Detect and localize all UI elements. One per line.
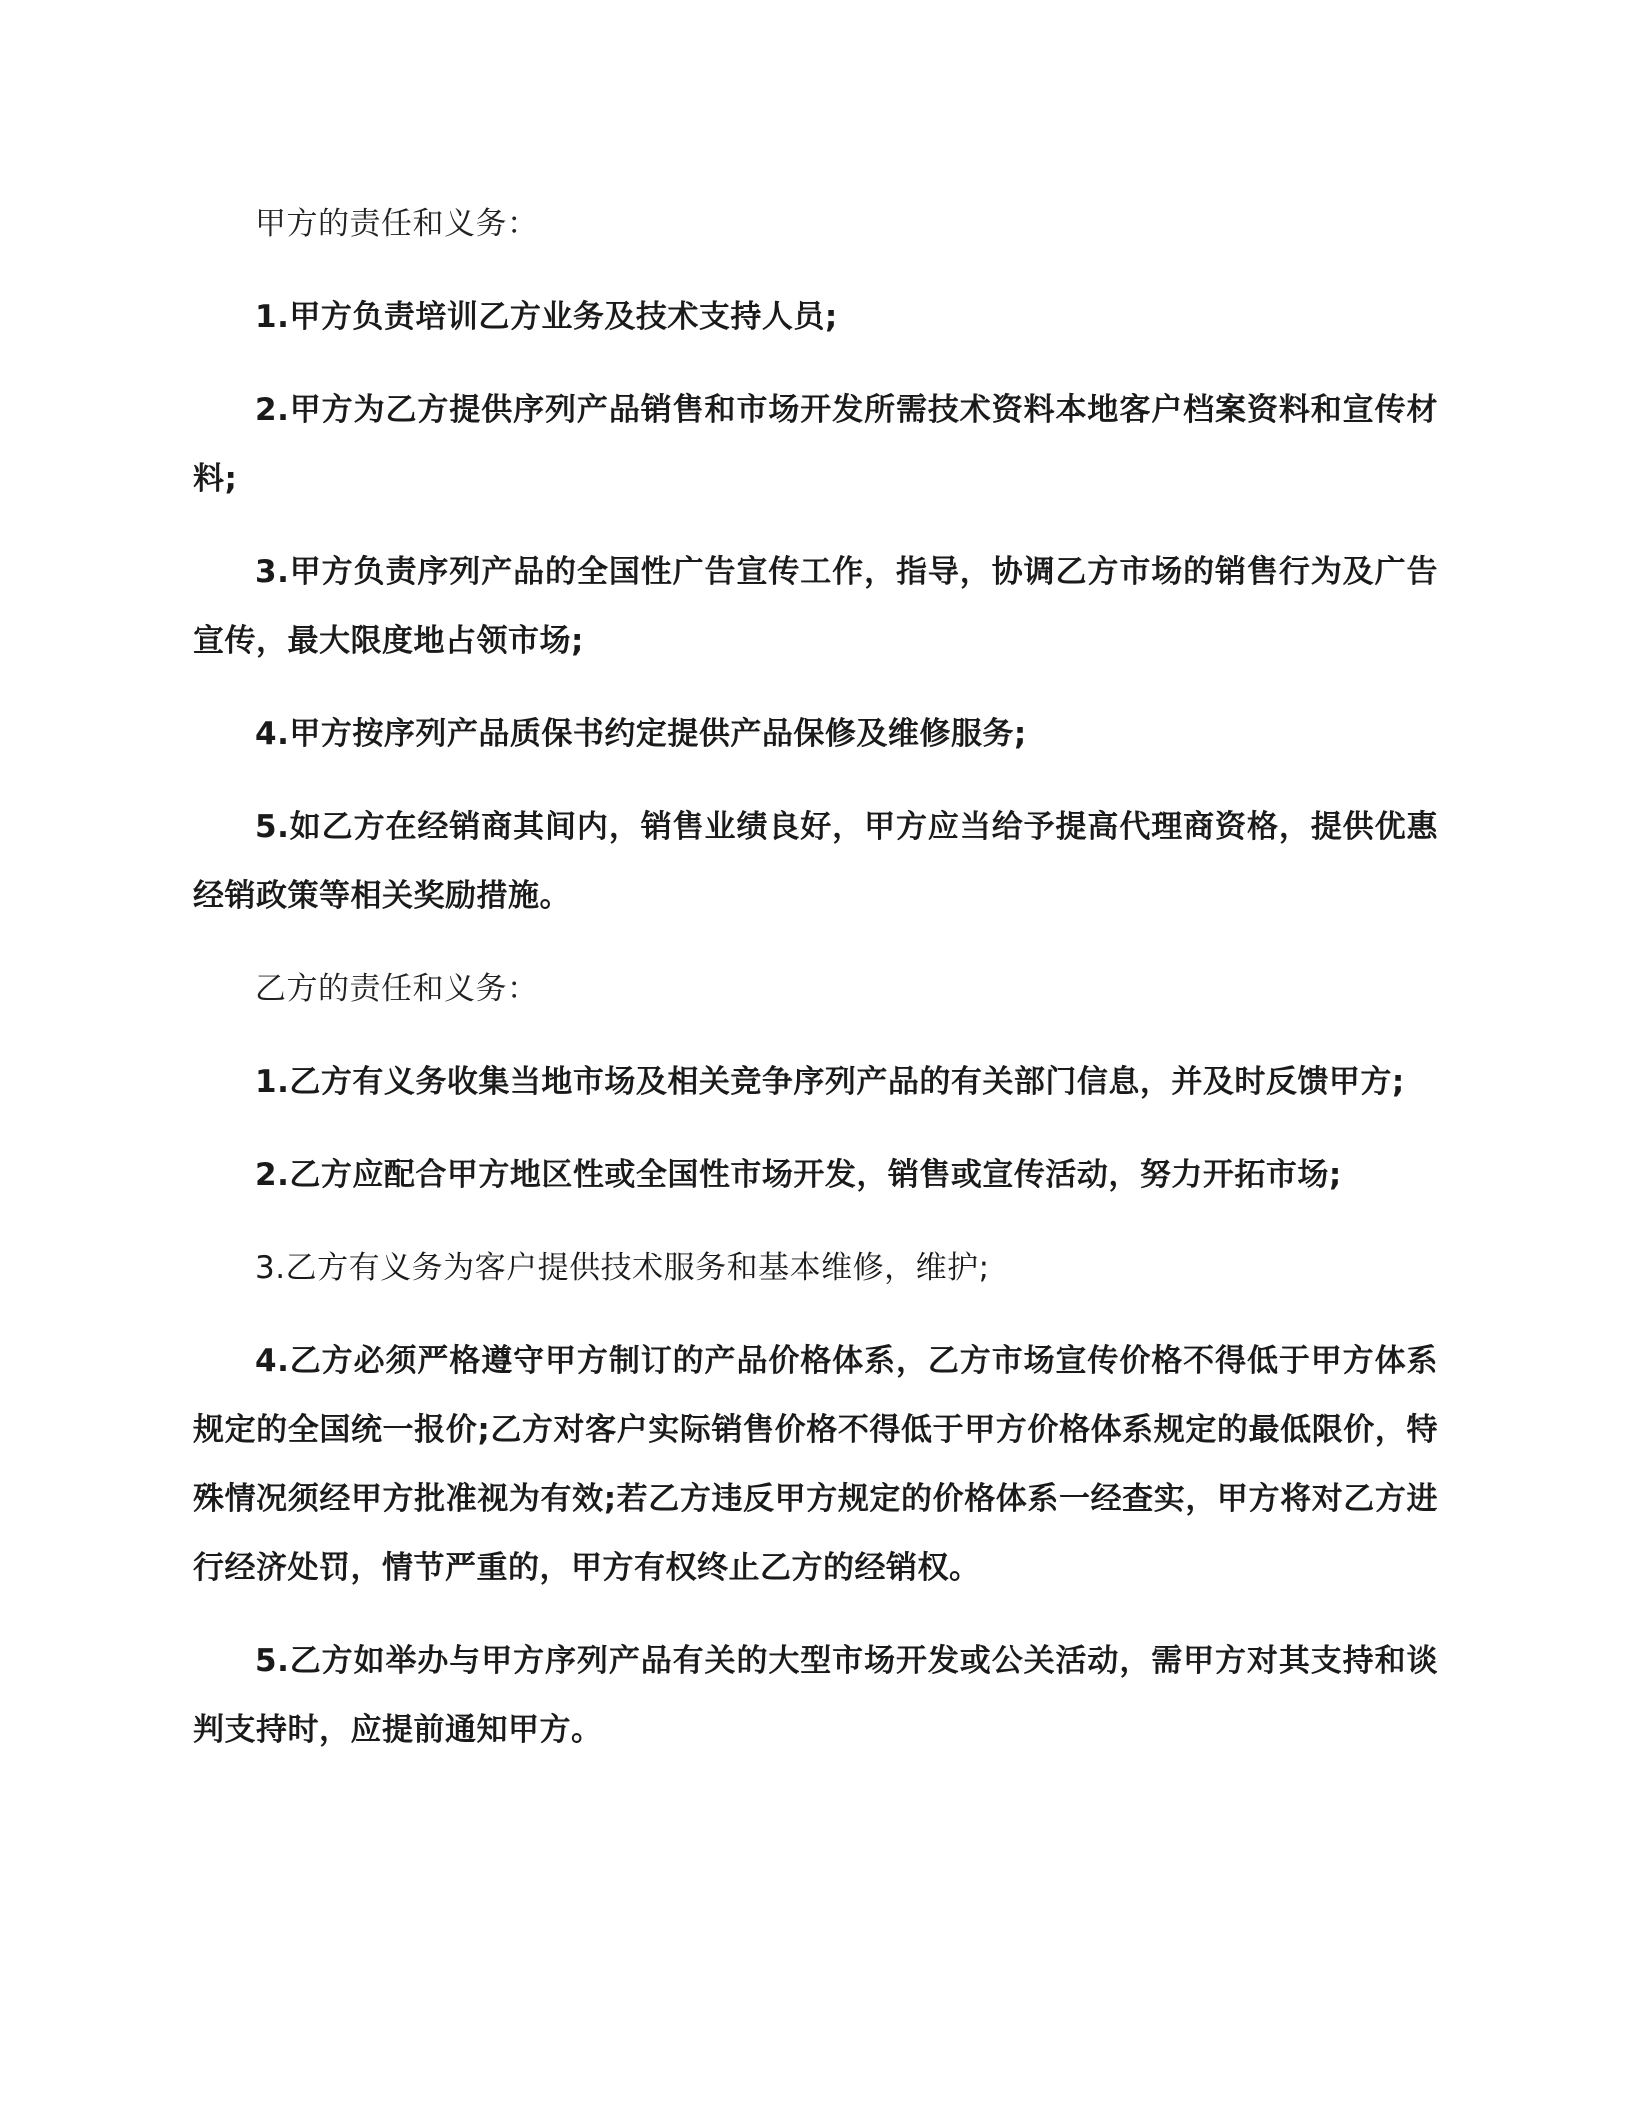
party-b-item-5: 5.乙方如举办与甲方序列产品有关的大型市场开发或公关活动，需甲方对其支持和谈判支持时，应提前通知甲方。 xyxy=(193,1643,1438,1748)
party-b-item-1: 1.乙方有义务收集当地市场及相关竞争序列产品的有关部门信息，并及时反馈甲方; xyxy=(255,1064,1405,1100)
party-a-item-3: 3.甲方负责序列产品的全国性广告宣传工作，指导，协调乙方市场的销售行为及广告宣传，最大限度地占领市场; xyxy=(193,554,1438,659)
document-body xyxy=(193,190,1438,1789)
party-a-heading: 甲方的责任和义务： xyxy=(255,206,539,242)
party-b-heading: 乙方的责任和义务： xyxy=(255,971,539,1007)
party-a-item-1: 1.甲方负责培训乙方业务及技术支持人员; xyxy=(255,299,838,335)
party-b-item-3: 3.乙方有义务为客户提供技术服务和基本维修，维护; xyxy=(255,1250,990,1286)
party-a-item-2: 2.甲方为乙方提供序列产品销售和市场开发所需技术资料本地客户档案资料和宣传材料; xyxy=(193,392,1438,497)
party-b-item-2: 2.乙方应配合甲方地区性或全国性市场开发，销售或宣传活动，努力开拓市场; xyxy=(255,1157,1342,1193)
party-b-item-4: 4.乙方必须严格遵守甲方制订的产品价格体系，乙方市场宣传价格不得低于甲方体系规定的全国统一报价;乙方对客户实际销售价格不得低于甲方价格体系规定的最低限价，特殊情况须经甲方批准视为有效;若乙方违反甲方规定的价格体系一经查实，甲方将对乙方进行经济处罚，情节严重的，甲方有权终止乙方的经销权。 xyxy=(193,1343,1438,1586)
party-a-item-4: 4.甲方按序列产品质保书约定提供产品保修及维修服务; xyxy=(255,716,1027,752)
party-a-item-5: 5.如乙方在经销商其间内，销售业绩良好，甲方应当给予提高代理商资格，提供优惠经销政策等相关奖励措施。 xyxy=(193,809,1438,914)
